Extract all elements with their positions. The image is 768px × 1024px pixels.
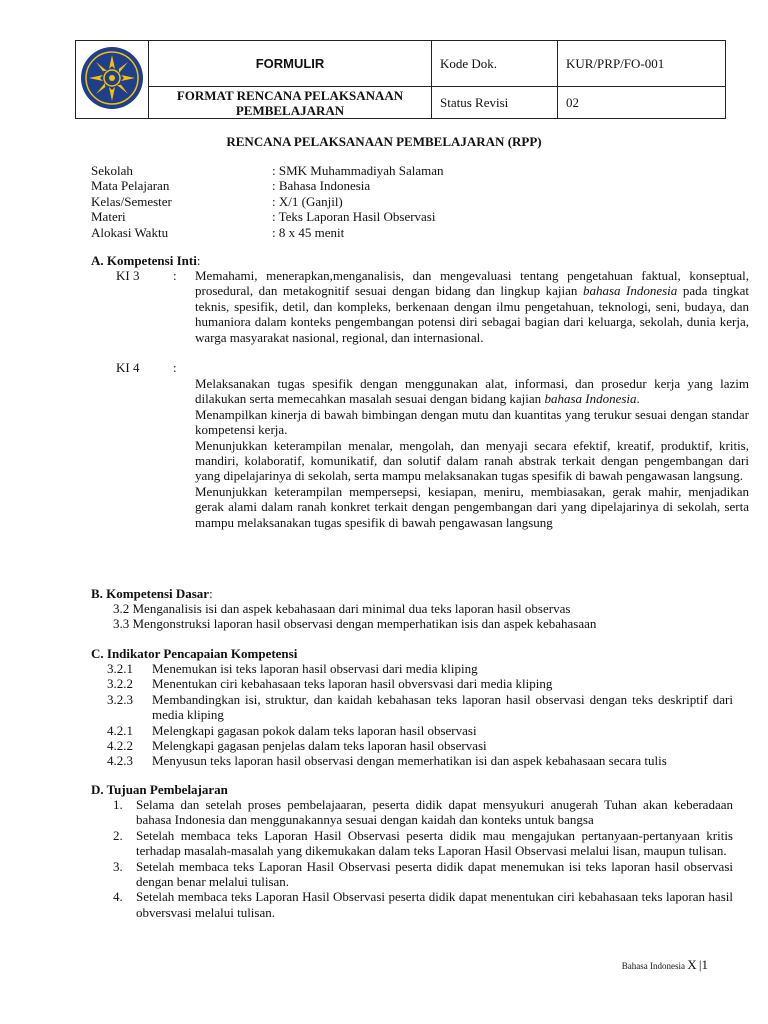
footer-class: X bbox=[687, 957, 697, 972]
kd-item: 3.2 Menganalisis isi dan aspek kebahasaan dari minimal dua teks laporan hasil observas bbox=[113, 601, 571, 616]
indikator-number: 4.2.3 bbox=[107, 753, 133, 769]
indikator-list bbox=[107, 661, 733, 769]
ki3-text-part: pada tingkat teknis, spesifik, detil, dan kompleks, berkenaan dengan ilmu pengetahuan, teknologi, seni, budaya, dan humaniora dalam konteks pengembangan potensi diri sebagai bagian dari keluarga, sekolah, dunia kerja, warga masyarakat nasional, regional, dan internasional. bbox=[195, 283, 749, 345]
section-a-heading-text: A. Kompetensi Inti bbox=[91, 253, 197, 268]
identity-label: Kelas/Semester bbox=[91, 193, 172, 209]
tujuan-text: Setelah membaca teks Laporan Hasil Observasi peserta didik mau mengajukan pertanyaan-pertanyaan kritis terhadap masalah-masalah yang dikemukakan dalam teks Laporan Hasil Observasi melalui lisan, maupun tulisan. bbox=[136, 827, 733, 859]
school-logo-icon bbox=[79, 45, 145, 111]
status-revisi-label: Status Revisi bbox=[432, 87, 558, 119]
identity-label: Mata Pelajaran bbox=[91, 178, 170, 194]
indikator-text: Membandingkan isi, struktur, dan kaidah kebahasan teks laporan hasil observasi dengan teks deskriptif dari media kliping bbox=[152, 691, 733, 723]
identity-value: : X/1 (Ganjil) bbox=[272, 193, 343, 209]
indikator-number: 3.2.1 bbox=[107, 661, 133, 676]
section-b-heading bbox=[91, 586, 213, 601]
indikator-text: Melengkapi gagasan pokok dalam teks laporan hasil observasi bbox=[152, 722, 477, 738]
section-b-colon: : bbox=[209, 586, 213, 601]
ki3-label: KI 3 bbox=[116, 268, 140, 283]
identity-value: : SMK Muhammadiyah Salaman bbox=[272, 163, 444, 178]
indikator-number: 4.2.1 bbox=[107, 722, 133, 738]
ki4-p1-text: Melaksanakan tugas spesifik dengan menggunakan alat, informasi, dan prosedur kerja yang lazim dilakukan serta memecahkan masalah sesuai dengan bidang kajian bbox=[195, 376, 749, 407]
tujuan-list bbox=[113, 797, 733, 920]
logo-cell bbox=[76, 41, 149, 119]
indikator-text: Menemukan isi teks laporan hasil observasi dari media kliping bbox=[152, 661, 478, 676]
ki4-p1-italic: bahasa Indonesia bbox=[544, 391, 637, 407]
formulir-label: FORMULIR bbox=[149, 41, 432, 87]
tujuan-number: 3. bbox=[113, 858, 123, 874]
kd-item: 3.3 Mengonstruksi laporan hasil observasi dengan memperhatikan isis dan aspek kebahasaan bbox=[113, 616, 597, 631]
identity-block bbox=[91, 163, 444, 240]
indikator-item bbox=[107, 753, 733, 768]
kode-dok-label: Kode Dok. bbox=[432, 41, 558, 87]
identity-row bbox=[91, 225, 444, 240]
identity-label: Alokasi Waktu bbox=[91, 224, 169, 240]
ki3-colon: : bbox=[173, 268, 177, 283]
section-a-heading bbox=[91, 253, 200, 268]
format-rpp-label bbox=[149, 87, 432, 119]
ki4-colon: : bbox=[173, 360, 177, 375]
ki4-paragraph bbox=[195, 376, 749, 407]
section-a-colon: : bbox=[196, 253, 201, 268]
format-line-1: FORMAT RENCANA PELAKSANAAN bbox=[176, 87, 404, 103]
footer-separator: | bbox=[698, 957, 702, 972]
tujuan-item bbox=[113, 797, 733, 828]
tujuan-item bbox=[113, 889, 733, 920]
indikator-text: Menyusun teks laporan hasil observasi dengan memerhatikan isi dan aspek kebahasaan secara tulis bbox=[152, 753, 667, 769]
kode-dok-value: KUR/PRP/FO-001 bbox=[558, 41, 726, 87]
ki3-italic-part: bahasa Indonesia bbox=[582, 283, 678, 299]
identity-label: Materi bbox=[91, 209, 126, 225]
section-d-heading: D. Tujuan Pembelajaran bbox=[91, 782, 228, 797]
tujuan-text: Setelah membaca teks Laporan Hasil Observasi peserta didik dapat menemukan isi teks laporan hasil observasi dengan benar melalui tulisan. bbox=[136, 858, 733, 890]
tujuan-number: 1. bbox=[113, 797, 123, 812]
ki4-p1-end: . bbox=[636, 391, 640, 407]
ki4-paragraph: Menunjukkan keterampilan mempersepsi, kesiapan, meniru, membiasakan, gerak mahir, menjadikan gerak alami dalam ranah konkret terkait dengan pengembangan dari yang dipelajarinya di sekolah, serta mampu melaksanakan tugas spesifik di bawah pengawasan langsung bbox=[195, 483, 749, 530]
indikator-number: 3.2.3 bbox=[107, 691, 133, 707]
indikator-item bbox=[107, 661, 733, 676]
tujuan-text: Selama dan setelah proses pembelajaaran, peserta didik dapat mensyukuri anugerah Tuhan akan keberadaan bahasa Indonesia dan menggunakannya sesuai dengan kaidah dan konteks untuk bangsa bbox=[136, 797, 733, 828]
tujuan-text: Setelah membaca teks Laporan Hasil Observasi peserta didik dapat menentukan ciri kebahasaan teks laporan hasil obversvasi melalui tulisan. bbox=[136, 889, 733, 920]
identity-value: : Bahasa Indonesia bbox=[272, 178, 371, 194]
identity-row bbox=[91, 178, 444, 193]
footer-page-number: 1 bbox=[701, 957, 708, 972]
identity-label: Sekolah bbox=[91, 163, 133, 178]
indikator-item bbox=[107, 676, 733, 691]
indikator-number: 4.2.2 bbox=[107, 738, 133, 754]
page-footer bbox=[622, 957, 708, 973]
section-b-heading-text: B. Kompetensi Dasar bbox=[91, 586, 210, 601]
indikator-text: Menentukan ciri kebahasaan teks laporan hasil obversvasi dari media kliping bbox=[152, 676, 553, 692]
tujuan-number: 4. bbox=[113, 889, 123, 905]
identity-value: : Teks Laporan Hasil Observasi bbox=[272, 209, 436, 225]
status-revisi-value: 02 bbox=[558, 87, 726, 119]
ki4-paragraph: Menampilkan kinerja di bawah bimbingan dengan mutu dan kuantitas yang terukur sesuai dengan standar kompetensi kerja. bbox=[195, 406, 749, 438]
identity-value: : 8 x 45 menit bbox=[272, 224, 345, 240]
identity-row bbox=[91, 194, 444, 209]
indikator-item bbox=[107, 738, 733, 753]
ki4-paragraph: Menunjukkan keterampilan menalar, mengolah, dan menyaji secara efektif, kreatif, produktif, kritis, mandiri, kolaboratif, komunikatif, dan solutif dalam ranah abstrak terkait dengan pengembangan dari yang dipelajarinya di sekolah, serta mampu melaksanakan tugas spesifik di bawah pengawasan langsung. bbox=[195, 437, 749, 484]
document-header-table bbox=[75, 40, 726, 119]
identity-row bbox=[91, 163, 444, 178]
tujuan-item bbox=[113, 828, 733, 859]
ki3-text bbox=[195, 268, 749, 345]
identity-row bbox=[91, 209, 444, 224]
tujuan-item bbox=[113, 859, 733, 890]
document-title: RENCANA PELAKSANAAN PEMBELAJARAN (RPP) bbox=[226, 134, 542, 149]
format-line-2: PEMBELAJARAN bbox=[235, 102, 345, 118]
section-c-heading: C. Indikator Pencapaian Kompetensi bbox=[91, 646, 298, 661]
indikator-item bbox=[107, 692, 733, 723]
indikator-item bbox=[107, 723, 733, 738]
tujuan-number: 2. bbox=[113, 827, 123, 843]
ki4-text bbox=[195, 376, 749, 530]
footer-subject: Bahasa Indonesia bbox=[621, 961, 685, 971]
ki4-label: KI 4 bbox=[116, 360, 140, 375]
indikator-number: 3.2.2 bbox=[107, 676, 133, 692]
ki3-text-part: Memahami, menerapkan,menganalisis, dan mengevaluasi tentang pengetahuan faktual, konseptual, prosedural, dan metakognitif sesuai dengan bidang dan lingkup kajian bbox=[195, 268, 749, 299]
indikator-text: Melengkapi gagasan penjelas dalam teks laporan hasil observasi bbox=[152, 738, 487, 754]
